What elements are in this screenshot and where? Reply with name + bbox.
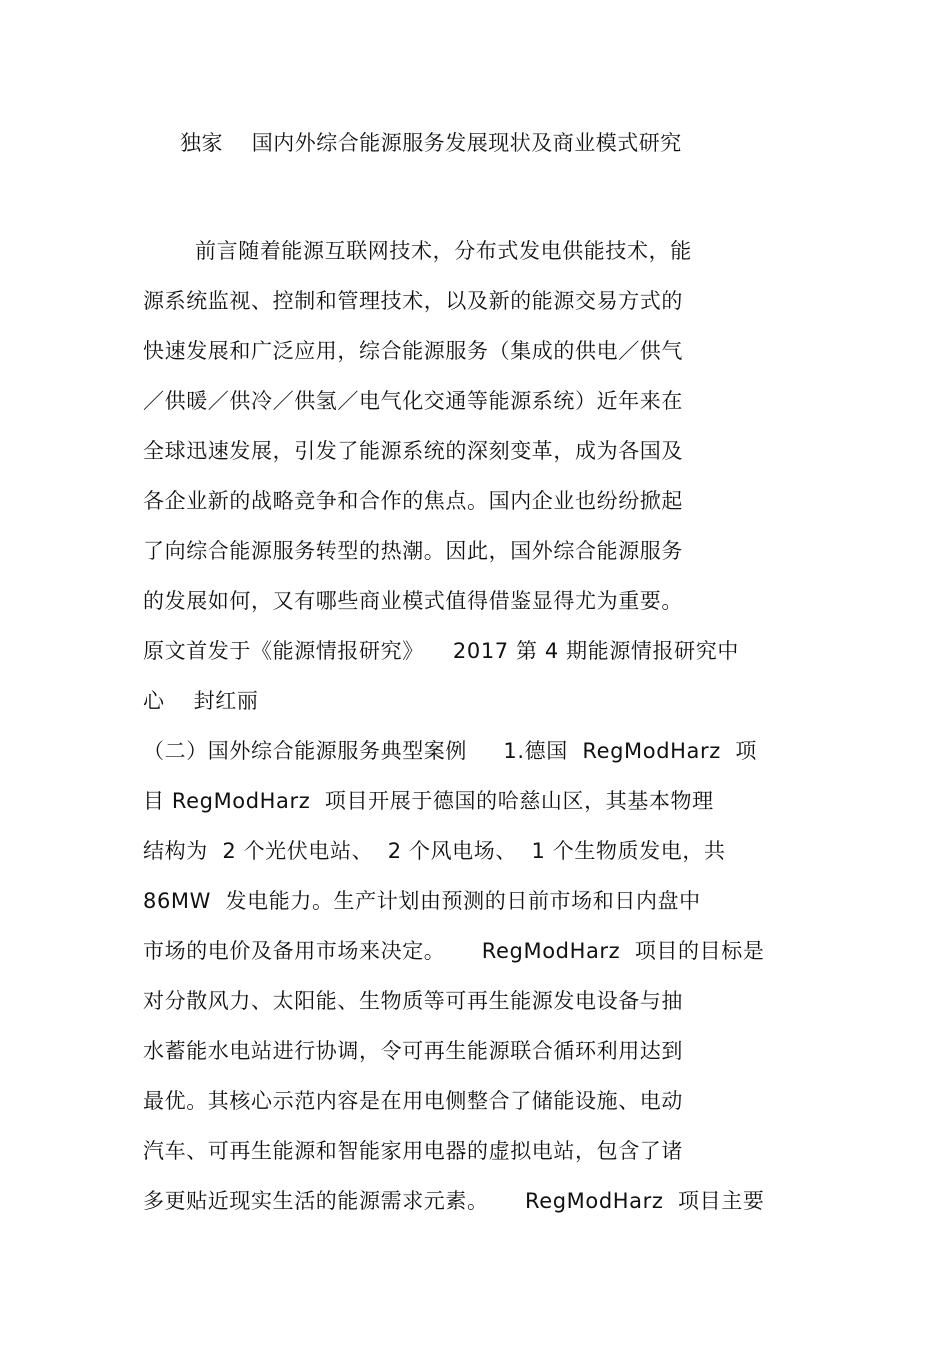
paragraph-line: 全球迅速发展，引发了能源系统的深刻变革，成为各国及 bbox=[143, 439, 683, 463]
paragraph-line: 目 RegModHarz 项目开展于德国的哈慈山区，其基本物理 bbox=[143, 789, 714, 813]
paragraph-line: 了向综合能源服务转型的热潮。因此，国外综合能源服务 bbox=[143, 539, 683, 563]
paragraph-line: 对分散风力、太阳能、生物质等可再生能源发电设备与抽 bbox=[143, 989, 683, 1013]
paragraph-line: 各企业新的战略竞争和合作的焦点。国内企业也纷纷掀起 bbox=[143, 489, 683, 513]
paragraph-line: 市场的电价及备用市场来决定。 RegModHarz 项目的目标是 bbox=[143, 939, 765, 963]
document-body bbox=[143, 226, 843, 1226]
paragraph-line: 86MW 发电能力。生产计划由预测的日前市场和日内盘中 bbox=[143, 889, 701, 913]
document-title: 独家 国内外综合能源服务发展现状及商业模式研究 bbox=[180, 131, 682, 155]
paragraph-line: 最优。其核心示范内容是在用电侧整合了储能设施、电动 bbox=[143, 1089, 683, 1113]
paragraph-line: 结构为 2 个光伏电站、 2 个风电场、 1 个生物质发电，共 bbox=[143, 839, 726, 863]
paragraph-line: ／供暖／供冷／供氢／电气化交通等能源系统）近年来在 bbox=[143, 389, 683, 413]
author-line: 心 封红丽 bbox=[143, 689, 259, 713]
paragraph-line: 汽车、可再生能源和智能家用电器的虚拟电站，包含了诸 bbox=[143, 1139, 683, 1163]
paragraph-line: 源系统监视、控制和管理技术，以及新的能源交易方式的 bbox=[143, 289, 683, 313]
paragraph-line: 水蓄能水电站进行协调，令可再生能源联合循环利用达到 bbox=[143, 1039, 683, 1063]
paragraph-line: 前言随着能源互联网技术，分布式发电供能技术，能 bbox=[195, 239, 692, 263]
source-line: 原文首发于《能源情报研究》 2017 第 4 期能源情报研究中 bbox=[143, 639, 739, 663]
paragraph-line: 快速发展和广泛应用，综合能源服务（集成的供电／供气 bbox=[143, 339, 683, 363]
section-heading-line: （二）国外综合能源服务典型案例 1.德国 RegModHarz 项 bbox=[143, 739, 758, 763]
paragraph-line: 的发展如何，又有哪些商业模式值得借鉴显得尤为重要。 bbox=[143, 589, 683, 613]
paragraph-line: 多更贴近现实生活的能源需求元素。 RegModHarz 项目主要 bbox=[143, 1189, 765, 1213]
